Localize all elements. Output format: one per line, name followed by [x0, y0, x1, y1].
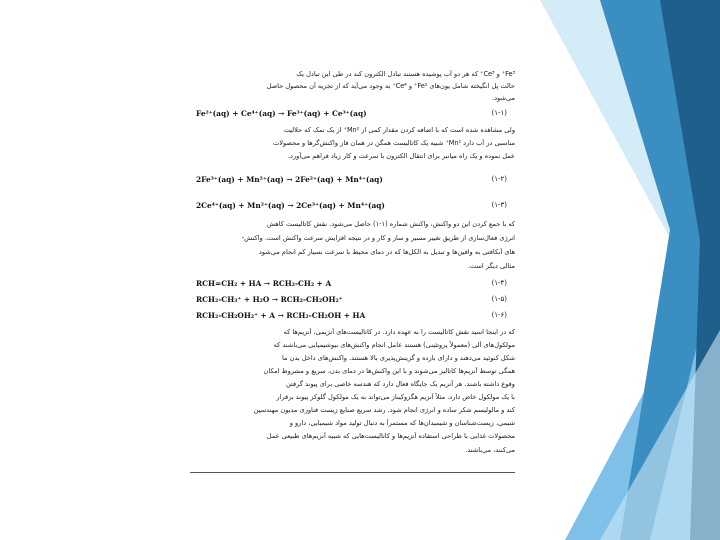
equation-2	[190, 174, 515, 185]
equation-number: (۱-۱)	[491, 109, 507, 117]
text-line: شیمی، زیست‌شناسان و شیمیدان‌ها که مستمراً به دنبال تولید مواد شیمیایی، دارو و	[289, 419, 515, 427]
equation-4	[190, 278, 515, 289]
text-line: انرژی فعال‌سازی از طریق تغییر مسیر و ساز و کار و در نتیجه افزایش سرعت واکنش است. واکنش-	[241, 234, 515, 242]
scanned-document-page	[190, 62, 515, 472]
equation-formula: RCH₂-CH₃⁺ + H₂O → RCH₂-CH₂OH₂⁺	[196, 295, 343, 304]
text-line: ولی مشاهده شده است که با اضافه کردن مقدار کمی از Mn²⁺ از یک نمک که حلالیت	[283, 126, 515, 134]
text-line: با یک مولکول خاص دارد. مثلاً آنزیم هگزوکیناز می‌تواند به یک مولکول گلوکز پیوند برقرار	[276, 393, 515, 401]
equation-formula: 2Fe³⁺(aq) + Mn²⁺(aq) → 2Fe²⁺(aq) + Mn⁴⁺(aq)	[196, 175, 383, 184]
text-line: که با جمع کردن این دو واکنش، واکنش شماره (۱-۱) حاصل می‌شود. نقش کاتالیست کاهش	[266, 220, 515, 228]
page-bottom-rule	[190, 472, 515, 473]
text-line: مولکول‌های آلی (معمولاً پروتئینی) هستند عامل انجام واکنش‌های بیوشیمیایی می‌باشند که	[273, 341, 515, 349]
text-line: همگی توسط آنزیم‌ها کاتالیز می‌شوند و با این واکنش‌ها در دمای بدن، سریع و مشروط امکان	[263, 367, 515, 375]
equation-5	[190, 294, 515, 305]
equation-number: (۱-۴)	[491, 279, 507, 287]
text-line: می‌کنند، می‌باشند.	[465, 446, 515, 454]
text-line: عمل نموده و یک راه میانبر برای انتقال الکترون با سرعت و کار زیاد فراهم می‌آورد.	[287, 152, 515, 160]
text-line: مناسبی در آب دارد Mn²⁺ شبیه یک کاتالیست همگن در همان فاز واکنش‌گرها و محصولات	[272, 139, 515, 147]
text-line: می‌شود.	[492, 94, 515, 102]
equation-3	[190, 200, 515, 211]
text-line: های آبکافتی به وافین‌ها و تبدیل به الکل‌ها که در دمای محیط با سرعت بسیار کم انجام می‌شود	[258, 248, 515, 256]
text-line: که در اینجا اسید نقش کاتالیست را به عهده دارد. در کاتالیست‌های آنزیمی، آنزیم‌ها که	[283, 328, 515, 336]
equation-number: (۱-۲)	[491, 175, 507, 183]
equation-formula: Fe²⁺(aq) + Ce⁴⁺(aq) → Fe³⁺(aq) + Ce³⁺(aq)	[196, 109, 367, 118]
equation-number: (۱-۳)	[491, 201, 507, 209]
text-line: مثالی دیگر است.	[467, 262, 515, 270]
text-line: حالت پل انگیخته شامل یون‌های Fe²⁺ و Ce⁴⁺ به وجود می‌آید که از تجزیه آن محصول حاصل	[266, 82, 515, 90]
text-line: کند و مالولیسم شکر ساده و انرژی انجام شود. رشد سریع صنایع زیست فناوری مدیون مهندسین	[253, 406, 515, 414]
text-line: وقوع داشته باشند. هر آنزیم یک جایگاه فعال دارد که هندسه خاصی برای پیوند گرفتن	[286, 380, 515, 388]
equation-number: (۱-۶)	[491, 311, 507, 319]
equation-formula: 2Ce⁴⁺(aq) + Mn²⁺(aq) → 2Ce³⁺(aq) + Mn⁴⁺(aq)	[196, 201, 385, 210]
text-line: Fe³⁺ و Ce³⁺ که هر دو آب پوشیده هستند تبادل الکترون کند در طی این تبادل یک	[296, 70, 515, 78]
equation-1	[190, 108, 515, 119]
text-line: محصولات غذایی با طراحی استفاده آنزیم‌ها و کاتالیست‌هایی که شبیه آنزیم‌های طبیعی عمل	[266, 432, 515, 440]
equation-formula: RCH₂-CH₂OH₂⁺ + A → RCH₂-CH₂OH + HA	[196, 311, 366, 320]
equation-6	[190, 310, 515, 321]
equation-formula: RCH=CH₂ + HA → RCH₂-CH₂ + A	[196, 279, 332, 288]
equation-number: (۱-۵)	[491, 295, 507, 303]
text-line: شکل کنوئید می‌دهند و دارای بازده و گزینش‌پذیری بالا هستند. واکنش‌های داخل بدن ما	[281, 354, 515, 362]
